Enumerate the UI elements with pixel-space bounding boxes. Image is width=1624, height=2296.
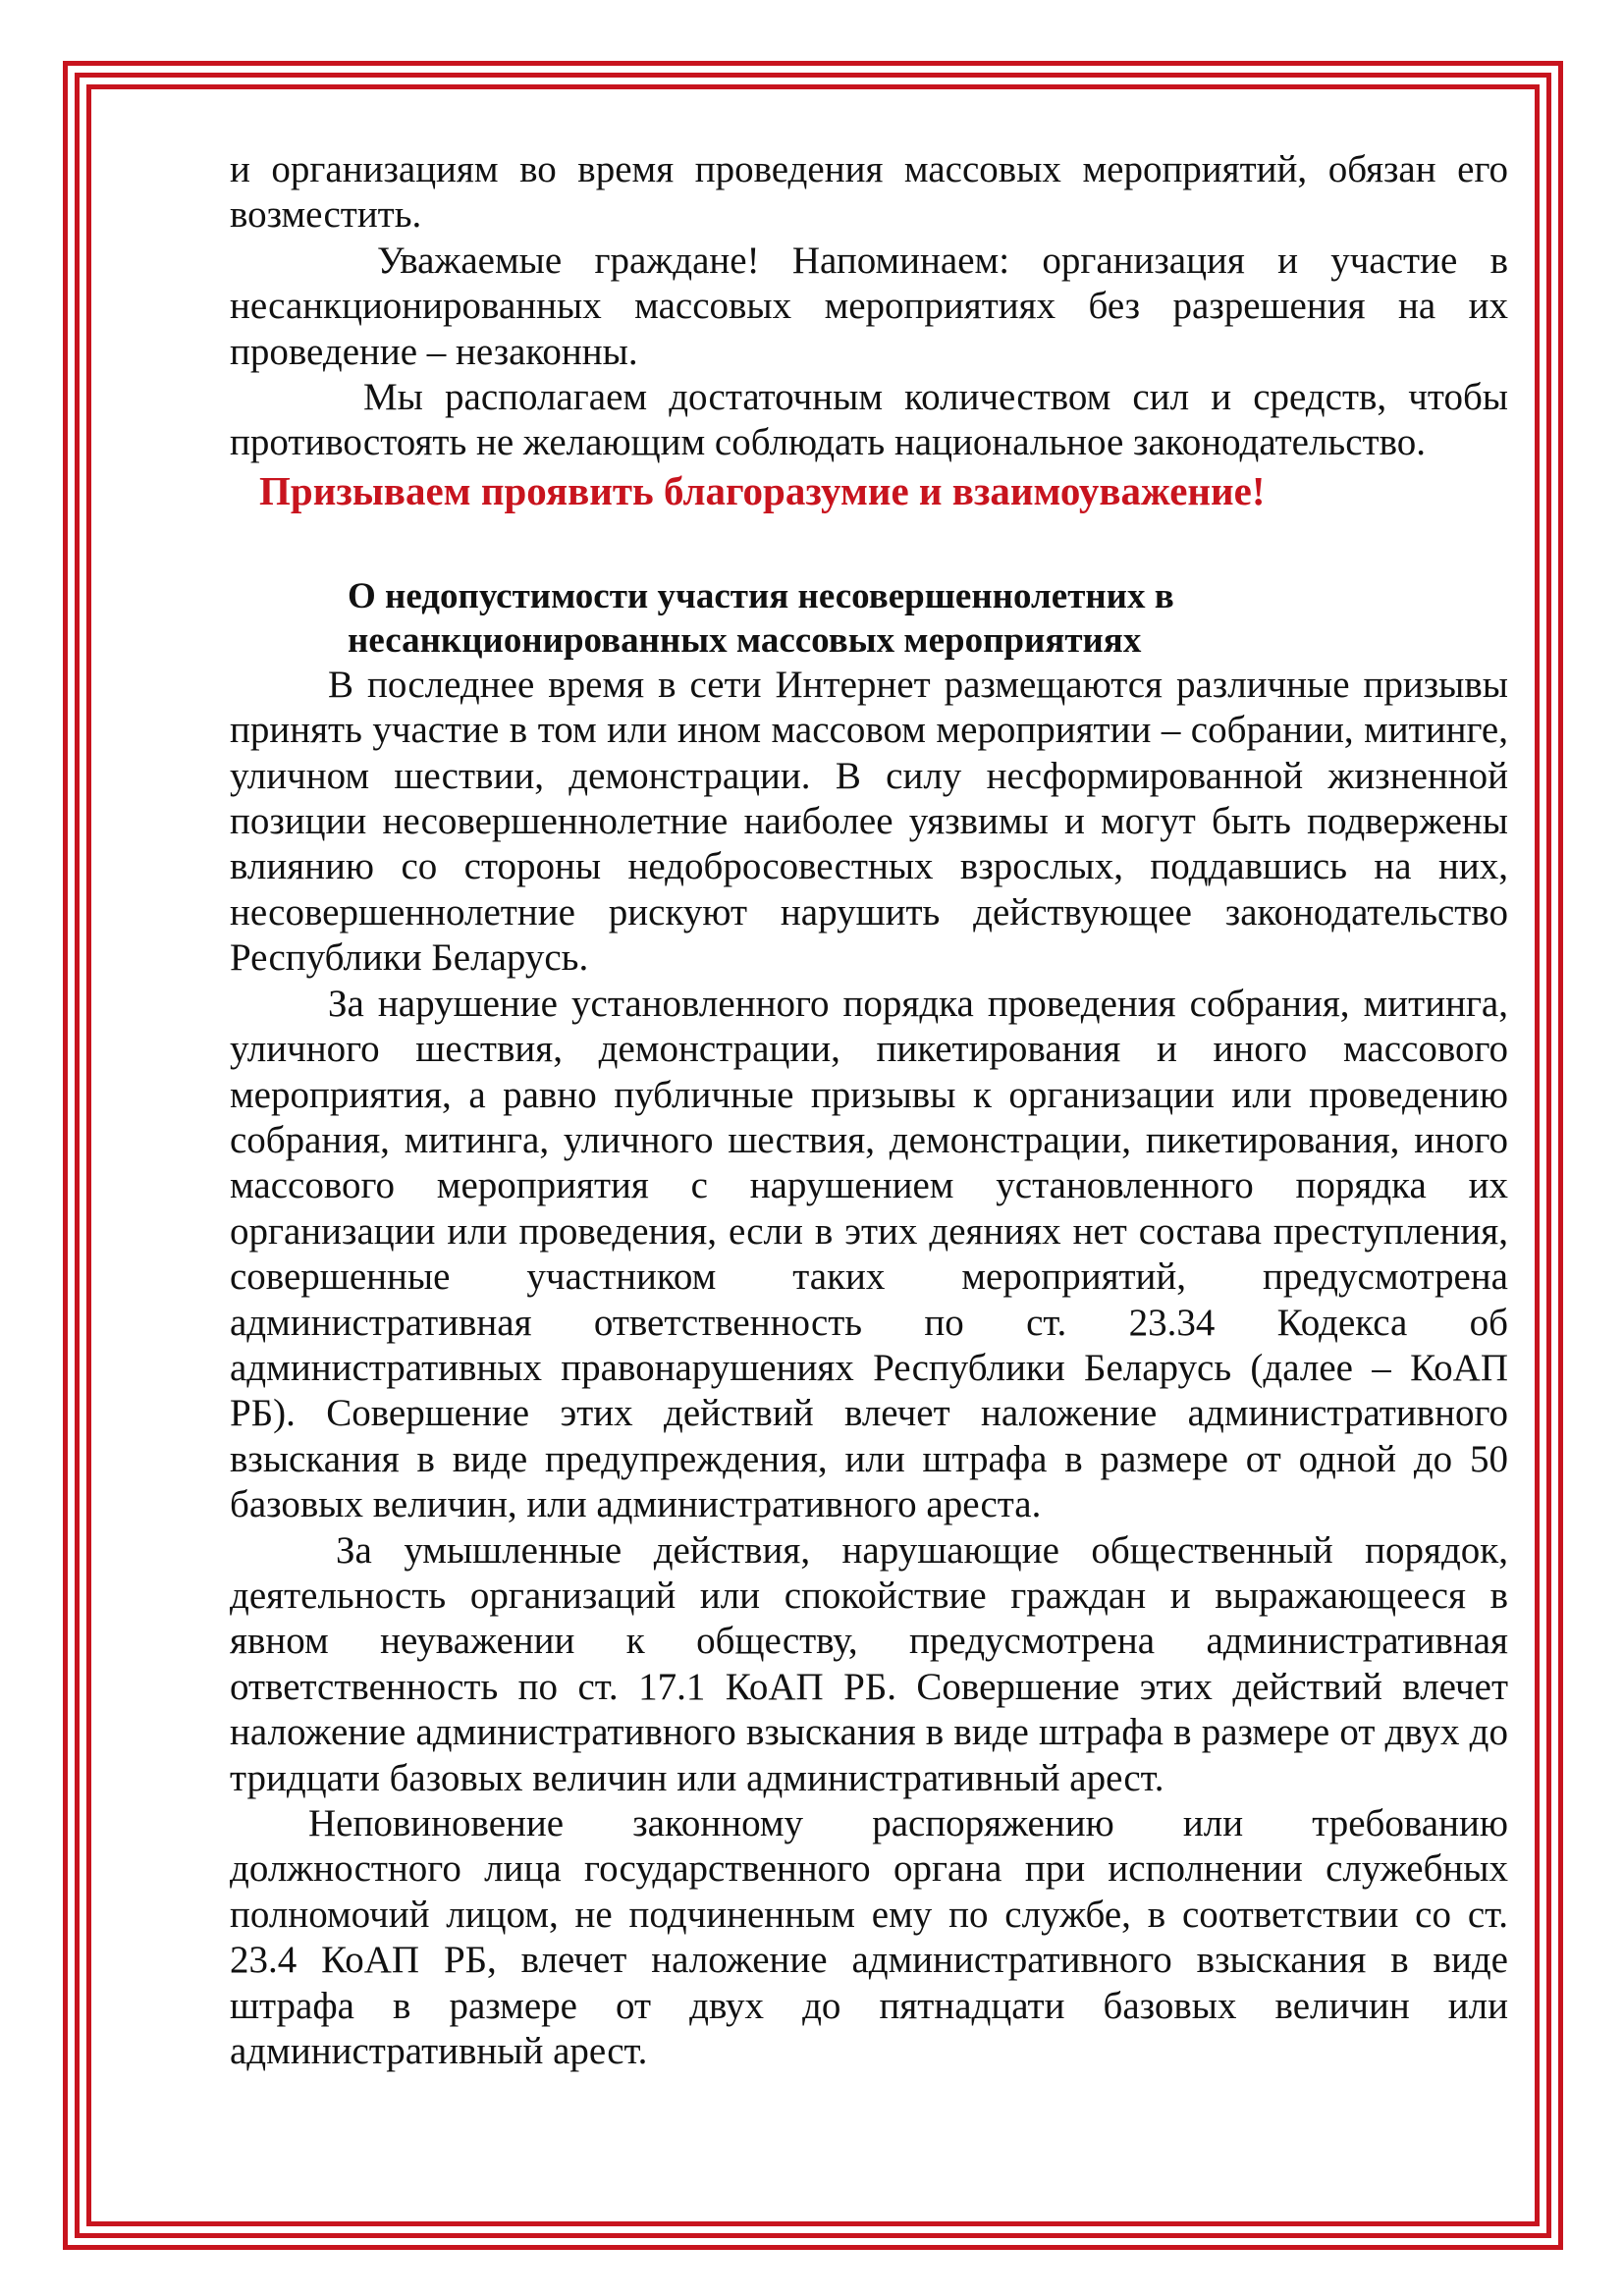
paragraph-reminder: Уважаемые граждане! Напоминаем: организация и участие в несанкционированных массовых мероприятиях без разрешения на их проведение – незаконны. [230, 239, 1508, 373]
paragraph-article-23-4: Неповиновение законному распоряжению или требованию должностного лица государственного органа при исполнении служебных полномочий лицом, не подчиненным ему по службе, в соответствии со ст. 23.4 КоАП РБ, влечет наложение административного взыскания в виде штрафа в размере от двух до пятнадцати базовых величин или административный арест. [230, 1802, 1508, 2073]
appeal-headline: Призываем проявить благоразумие и взаимоуважение! [259, 467, 1266, 513]
section-spacer [230, 515, 1508, 574]
document-body [230, 147, 1508, 2074]
paragraph-continuation: и организациям во время проведения массовых мероприятий, обязан его возместить. [230, 148, 1508, 237]
section-title-line-2: несанкционированных массовых мероприятиях [348, 619, 1142, 661]
paragraph-internet-calls: В последнее время в сети Интернет размещаются различные призывы принять участие в том или ином массовом мероприятии – собрании, митинге, уличном шествии, демонстрации. В силу несформированной жизненной позиции несовершеннолетние наиболее уязвимы и могут быть подвержены влиянию со стороны недобросовестных взрослых, поддавшись на них, несовершеннолетние рискуют нарушить действующее законодательство Республики Беларусь. [230, 663, 1508, 980]
section-title-line-1: О недопустимости участия несовершеннолетних в [348, 575, 1174, 616]
paragraph-article-23-34: За нарушение установленного порядка проведения собрания, митинга, уличного шествия, демонстрации, пикетирования и иного массового мероприятия, а равно публичные призывы к организации или проведению собрания, митинга, уличного шествия, демонстрации, пикетирования, иного массового мероприятия с нарушением установленного порядка их организации или проведения, если в этих деяниях нет состава преступления, совершенные участником таких мероприятий, предусмотрена административная ответственность по ст. 23.34 Кодекса об административных правонарушениях Республики Беларусь (далее – КоАП РБ). Совершение этих действий влечет наложение административного взыскания в виде предупреждения, или штрафа в размере от одной до 50 базовых величин, или административного ареста. [230, 982, 1508, 1526]
paragraph-article-17-1: За умышленные действия, нарушающие общественный порядок, деятельность организаций или спокойствие граждан и выражающееся в явном неуважении к обществу, предусмотрена административная ответственность по ст. 17.1 КоАП РБ. Совершение этих действий влечет наложение административного взыскания в виде штрафа в размере от двух до тридцати базовых величин или административный арест. [230, 1528, 1508, 1799]
paragraph-forces: Мы располагаем достаточным количеством сил и средств, чтобы противостоять не желающим соблюдать национальное законодательство. [230, 376, 1508, 464]
